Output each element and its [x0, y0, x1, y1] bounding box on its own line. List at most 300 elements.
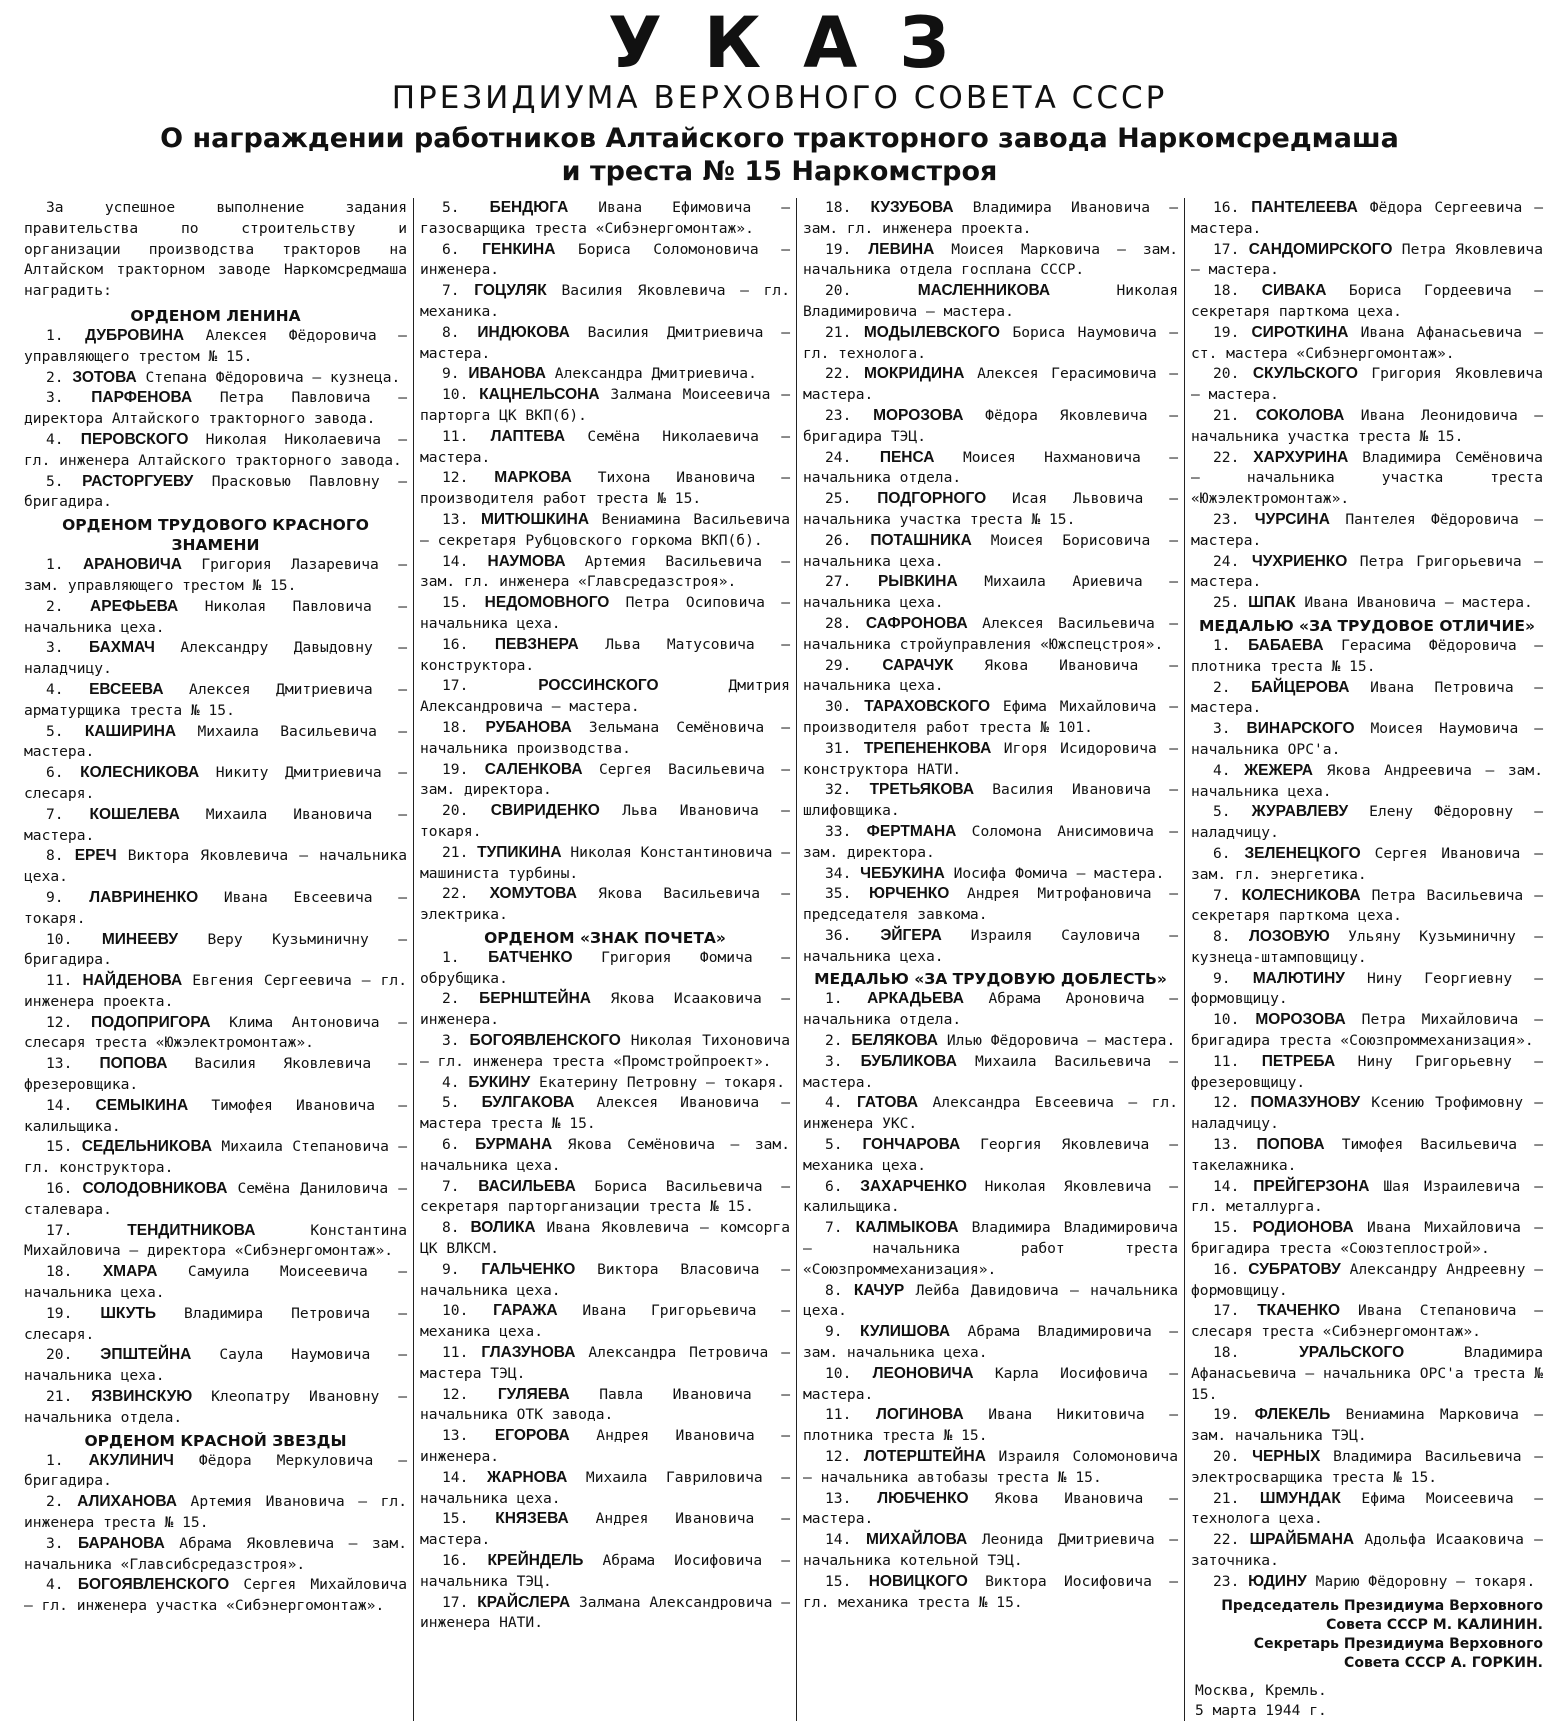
entry-details: Израиля Соломоновича — начальника автобазы треста № 15. — [803, 1448, 1178, 1486]
entry-details: Клеопатру Ивановну — начальника отдела. — [24, 1388, 407, 1426]
entry-details: Нину Георгиевну — формовщицу. — [1191, 969, 1543, 1008]
award-entry — [420, 385, 790, 427]
entry-details: Михаила Гавриловича — начальника цеха. — [420, 1468, 790, 1507]
entry-surname: БУЛГАКОВА — [481, 1094, 575, 1112]
entry-number: 34. — [825, 864, 852, 882]
entry-details: Прасковью Павловну — бригадира. — [24, 472, 407, 511]
entry-details: Моисея Наумовича — начальника ОРС'а. — [1191, 720, 1543, 758]
award-entry — [420, 198, 790, 240]
entry-details: Василия Ивановича — шлифовщика. — [803, 781, 1179, 820]
entry-surname: КАЧУР — [853, 1281, 905, 1299]
award-entry — [803, 1281, 1178, 1323]
entry-number: 8. — [442, 1219, 460, 1237]
entry-number: 12. — [442, 469, 469, 487]
entry-surname: ПОТАШНИКА — [870, 531, 972, 549]
entry-details: Бориса Соломоновича — инженера. — [420, 240, 790, 279]
entry-surname: ПЕНСА — [879, 448, 935, 466]
entry-surname: ЛОТЕРШТЕЙНА — [863, 1448, 986, 1466]
entry-surname: ЕРЕЧ — [74, 847, 117, 865]
entry-surname: НАЙДЕНОВА — [82, 972, 183, 990]
entry-number: 9. — [442, 1260, 460, 1278]
award-entry — [803, 739, 1178, 781]
entry-surname: КУЗУБОВА — [870, 199, 954, 216]
entry-details: Владимира Афанасьевича — начальника ОРС'а треста № 15. — [1191, 1344, 1543, 1403]
award-entry — [24, 597, 407, 639]
entry-surname: АРАНОВИЧА — [82, 556, 182, 574]
entry-surname: БЕЛЯКОВА — [851, 1032, 939, 1050]
page-title: УКАЗ — [607, 2, 992, 84]
entry-details: Сергея Васильевича — зам. директора. — [420, 760, 790, 799]
entry-surname: КАЛМЫКОВА — [855, 1219, 959, 1237]
entry-details: Ивана Степановича — слесаря треста «Сибэнергомонтаж». — [1191, 1302, 1543, 1341]
entry-surname: ВАСИЛЬЕВА — [478, 1177, 576, 1195]
award-entry — [803, 1530, 1178, 1572]
entry-surname: БОГОЯВЛЕНСКОГО — [77, 1576, 230, 1594]
signature-block — [1191, 1597, 1543, 1673]
award-entry — [24, 638, 407, 680]
entry-number: 18. — [1213, 282, 1240, 300]
entry-details: Николая Константиновича — машиниста турбины. — [420, 843, 790, 882]
entry-number: 16. — [1213, 1260, 1240, 1278]
award-entry — [420, 1031, 790, 1073]
entry-number: 11. — [825, 1406, 852, 1424]
entry-details: Артемия Ивановича — гл. инженера треста № 15. — [24, 1493, 407, 1532]
entry-surname: ХМАРА — [102, 1263, 158, 1281]
entry-surname: ЭПШТЕЙНА — [100, 1346, 192, 1364]
award-entry — [803, 1364, 1178, 1406]
entry-number: 16. — [442, 1552, 469, 1569]
award-entry — [420, 323, 790, 365]
entry-surname: БАТЧЕНКО — [488, 948, 573, 966]
entry-number: 24. — [825, 448, 852, 466]
entry-number: 29. — [825, 656, 852, 674]
award-entry — [24, 930, 407, 972]
entry-number: 3. — [46, 639, 64, 657]
entry-number: 26. — [825, 531, 852, 549]
section-red-star — [24, 1431, 407, 1617]
award-entry — [1191, 406, 1543, 448]
entry-number: 33. — [825, 822, 852, 840]
award-entry — [803, 1572, 1178, 1614]
entry-number: 8. — [1213, 928, 1231, 946]
entry-number: 5. — [442, 1094, 460, 1112]
entry-number: 3. — [46, 389, 64, 407]
award-entry — [1191, 1093, 1543, 1135]
entry-number: 5. — [46, 722, 64, 740]
entry-number: 28. — [825, 614, 852, 632]
entry-details: Якова Андреевича — зам. начальника цеха. — [1191, 761, 1543, 800]
entry-number: 19. — [442, 760, 469, 778]
entry-number: 20. — [46, 1346, 73, 1364]
entry-details: Виктора Иосифовича — гл. механика треста № 15. — [803, 1572, 1178, 1611]
entry-surname: ТРЕПЕНЕНКОВА — [863, 739, 992, 757]
entry-number: 1. — [46, 556, 64, 574]
award-entry — [420, 1073, 790, 1094]
entry-surname: МОРОЗОВА — [1255, 1011, 1346, 1029]
entry-number: 18. — [1213, 1344, 1240, 1362]
entry-details: Владимира Семёновича — начальника участка треста «Южэлектромонтаж». — [1191, 448, 1543, 508]
entry-number: 6. — [442, 1136, 460, 1154]
entry-details: Саула Наумовича — начальника цеха. — [24, 1346, 407, 1385]
entry-surname: АРКАДЬЕВА — [867, 990, 964, 1008]
award-entry — [1191, 1218, 1543, 1260]
section-labour-valour — [803, 969, 1178, 1613]
entry-details: Ивана Евсеевича — токаря. — [24, 888, 407, 927]
award-entry — [1191, 1572, 1543, 1593]
entry-details: Льва Ивановича — токаря. — [420, 802, 790, 840]
entry-number: 22. — [1213, 448, 1240, 466]
entry-surname: МИТЮШКИНА — [480, 510, 590, 528]
entry-number: 35. — [825, 885, 852, 903]
entry-surname: ТУПИКИНА — [477, 843, 562, 861]
entry-surname: ЧУРСИНА — [1254, 510, 1330, 528]
entry-surname: ЛОЗОВУЮ — [1248, 928, 1330, 946]
entry-number: 17. — [1213, 1302, 1240, 1320]
award-entry — [420, 1551, 790, 1593]
award-entry — [420, 364, 790, 385]
entry-details: Самуила Моисеевича — начальника цеха. — [24, 1263, 407, 1302]
entry-surname: НЕДОМОВНОГО — [484, 594, 610, 612]
entry-number: 14. — [46, 1096, 73, 1114]
entry-surname: ПЕРОВСКОГО — [80, 430, 189, 448]
entry-details: Исая Львовича — начальника участка треста № 15. — [803, 490, 1178, 528]
award-entry — [420, 1509, 790, 1551]
entry-details: Якова Ивановича — начальника цеха. — [803, 656, 1178, 695]
entry-surname: ГОНЧАРОВА — [862, 1136, 961, 1154]
entry-details: Игоря Исидоровича — конструктора НАТИ. — [803, 739, 1178, 778]
entry-details: Георгия Яковлевича — механика цеха. — [803, 1136, 1178, 1174]
entry-details: Евгения Сергеевича — гл. инженера проекта. — [24, 972, 407, 1010]
award-entry — [420, 427, 790, 469]
award-entry — [24, 1575, 407, 1617]
entry-surname: СИРОТКИНА — [1251, 323, 1349, 341]
award-entry — [803, 1177, 1178, 1219]
award-entry — [1191, 678, 1543, 720]
entry-surname: САФРОНОВА — [865, 614, 968, 632]
award-entry — [420, 843, 790, 885]
entry-number: 5. — [1213, 803, 1231, 821]
entry-details: Андрея Митрофановича — председателя завкома. — [803, 885, 1179, 924]
entry-number: 4. — [825, 1094, 843, 1112]
entry-surname: ЖЕЖЕРА — [1244, 761, 1314, 779]
entry-surname: АРЕФЬЕВА — [90, 597, 179, 615]
award-entry — [420, 718, 790, 760]
entry-number: 14. — [825, 1531, 852, 1549]
entry-details: Алексея Герасимовича — мастера. — [803, 365, 1178, 404]
entry-surname: ТКАЧЕНКО — [1257, 1302, 1341, 1320]
entry-surname: СОКОЛОВА — [1255, 406, 1345, 424]
entry-surname: ГЕНКИНА — [482, 240, 556, 258]
award-entry — [24, 1262, 407, 1304]
award-entry — [803, 406, 1178, 448]
entry-number: 12. — [825, 1448, 852, 1466]
entry-details: Михаила Степановича — гл. конструктора. — [24, 1138, 407, 1177]
award-entry — [1191, 281, 1543, 323]
award-entry — [803, 864, 1178, 885]
entry-details: Ивана Ивановича — мастера. — [1304, 594, 1533, 612]
entry-number: 16. — [1213, 199, 1240, 216]
entry-surname: САНДОМИРСКОГО — [1248, 240, 1393, 258]
entry-details: Семёна Николаевича — мастера. — [420, 427, 790, 466]
entry-surname: СИВАКА — [1261, 282, 1327, 300]
award-entry — [24, 1345, 407, 1387]
entry-surname: БУБЛИКОВА — [860, 1052, 957, 1070]
award-entry — [24, 430, 407, 472]
award-entry — [420, 676, 790, 718]
award-entry — [1191, 1343, 1543, 1405]
award-entry — [24, 1013, 407, 1055]
entry-details: Андрея Ивановича — мастера. — [420, 1510, 791, 1549]
entry-details: Александра Петровича — мастера ТЭЦ. — [420, 1344, 790, 1382]
award-entry — [420, 468, 790, 510]
entry-surname: ЛЕОНОВИЧА — [872, 1364, 974, 1382]
award-entry — [24, 888, 407, 930]
entry-number: 7. — [46, 805, 64, 823]
entry-details: Алексея Васильевича — начальника стройуправления «Южспецстроя». — [803, 614, 1178, 653]
entry-surname: ПЕВЗНЕРА — [494, 635, 579, 653]
entry-surname: САЛЕНКОВА — [484, 760, 583, 778]
entry-number: 6. — [442, 240, 460, 258]
entry-details: Петра Осиповича — начальника цеха. — [420, 594, 790, 632]
entry-details: Виктора Власовича — начальника цеха. — [420, 1260, 790, 1299]
entry-surname: СКУЛЬСКОГО — [1252, 365, 1358, 383]
award-entry — [803, 281, 1178, 323]
entry-number: 21. — [825, 323, 852, 341]
award-entry — [1191, 886, 1543, 928]
award-entry — [1191, 761, 1543, 803]
entry-number: 10. — [442, 1302, 469, 1320]
entry-number: 19. — [1213, 323, 1240, 341]
award-entry — [24, 472, 407, 514]
entry-surname: ШМУНДАК — [1259, 1489, 1341, 1507]
entry-number: 21. — [442, 843, 469, 861]
entry-surname: ПОПОВА — [99, 1055, 168, 1073]
award-entry — [803, 780, 1178, 822]
entry-surname: БЕРНШТЕЙНА — [479, 990, 591, 1008]
entry-details: Герасима Фёдоровича — плотника треста № 15. — [1191, 636, 1544, 675]
entry-number: 2. — [442, 990, 460, 1008]
entry-details: Бориса Наумовича — гл. технолога. — [803, 323, 1179, 362]
entry-surname: ЮДИНУ — [1248, 1572, 1307, 1590]
entry-details: Тихона Ивановича — производителя работ треста № 15. — [420, 469, 790, 508]
award-entry — [24, 680, 407, 722]
entry-details: Петра Михайловича — бригадира треста «Союзпроммеханизация». — [1191, 1011, 1543, 1050]
award-entry — [1191, 1135, 1543, 1177]
entry-number: 7. — [1213, 886, 1231, 904]
entry-surname: БУКИНУ — [468, 1073, 531, 1091]
award-entry — [1191, 552, 1543, 594]
signature-line: Совета СССР М. КАЛИНИН. — [1326, 1616, 1543, 1633]
entry-surname: ЯЗВИНСКУЮ — [91, 1388, 193, 1406]
entry-details: Лейба Давидовича — начальника цеха. — [803, 1281, 1178, 1320]
entry-surname: СУБРАТОВУ — [1248, 1260, 1341, 1278]
entry-details: Ивана Никитовича — плотника треста № 15. — [803, 1406, 1178, 1445]
entry-details: Ульяну Кузьминичну — кузнеца-штамповщицу. — [1191, 928, 1543, 966]
entry-details: Ефима Михайловича — производителя работ треста № 101. — [803, 698, 1179, 736]
entry-details: Ивана Петровича — мастера. — [1191, 678, 1543, 717]
entry-surname: ГАРАЖА — [493, 1302, 558, 1320]
entry-details: Ивана Михайловича — бригадира треста «Союзтеплострой». — [1191, 1219, 1543, 1258]
award-entry — [803, 822, 1178, 864]
award-entry — [803, 531, 1178, 573]
entry-surname: РУБАНОВА — [485, 718, 572, 736]
entry-surname: РОДИОНОВА — [1252, 1219, 1354, 1237]
entry-number: 15. — [442, 594, 469, 612]
entry-number: 10. — [442, 386, 469, 404]
award-entry — [420, 1177, 790, 1219]
entry-number: 9. — [442, 365, 460, 383]
entry-surname: ЧЕРНЫХ — [1252, 1448, 1321, 1466]
entry-surname: БАРАНОВА — [78, 1534, 165, 1552]
entry-number: 2. — [46, 368, 64, 386]
entry-number: 13. — [825, 1489, 852, 1507]
entry-details: Илью Фёдоровича — мастера. — [946, 1032, 1176, 1050]
award-entry — [803, 1489, 1178, 1531]
entry-details: Степана Фёдоровича — кузнеца. — [145, 368, 401, 386]
award-entry — [24, 1221, 407, 1263]
entry-surname: МАЛЮТИНУ — [1252, 969, 1345, 987]
section-lenin — [24, 306, 407, 513]
entry-surname: ФЛЕКЕЛЬ — [1254, 1406, 1331, 1424]
entry-details: Владимира Ивановича — зам. гл. инженера проекта. — [803, 199, 1178, 237]
entry-number: 11. — [442, 1344, 469, 1362]
entry-number: 17. — [46, 1221, 73, 1239]
intro-paragraph: За успешное выполнение задания правительства по строительству и организации производства тракторов на Алтайском тракторном заводе Наркомсредмаша наградить: — [24, 199, 407, 300]
entry-number: 20. — [825, 282, 852, 300]
entry-number: 8. — [825, 1281, 843, 1299]
award-entry — [803, 989, 1178, 1031]
entry-number: 15. — [442, 1510, 469, 1528]
entry-surname: РОССИНСКОГО — [538, 677, 659, 695]
award-entry — [1191, 927, 1543, 969]
entry-number: 20. — [1213, 1448, 1240, 1466]
award-entry — [420, 1385, 790, 1427]
award-entry — [420, 510, 790, 552]
award-entry — [803, 1135, 1178, 1177]
entry-number: 7. — [442, 1177, 460, 1195]
entry-number: 19. — [1213, 1406, 1240, 1424]
award-entry — [1191, 323, 1543, 365]
entry-number: 21. — [1213, 406, 1240, 424]
entry-details: Василия Яковлевича — гл. механика. — [420, 282, 790, 320]
award-entry — [803, 614, 1178, 656]
entry-surname: ЕГОРОВА — [494, 1427, 570, 1445]
entry-details: Фёдора Яковлевича — бригадира ТЭЦ. — [803, 406, 1178, 445]
entry-details: Ивана Леонидовича — начальника участка треста № 15. — [1191, 406, 1543, 445]
entry-number: 13. — [442, 510, 469, 528]
entry-surname: КРАЙСЛЕРА — [477, 1593, 571, 1611]
entry-details: Александра Дмитриевича. — [554, 365, 757, 383]
entry-surname: ПРЕЙГЕРЗОНА — [1253, 1177, 1370, 1195]
award-entry — [803, 1218, 1178, 1280]
award-entry — [24, 555, 407, 597]
entry-details: Алексея Ивановича — мастера треста № 15. — [420, 1094, 790, 1133]
award-entry — [803, 198, 1178, 240]
entry-surname: ЕВСЕЕВА — [89, 680, 164, 698]
entry-details: Леонида Дмитриевича — начальника котельной ТЭЦ. — [803, 1531, 1178, 1569]
signature-line: Секретарь Президиума Верховного — [1253, 1635, 1543, 1652]
entry-details: Пантелея Фёдоровича — мастера. — [1191, 510, 1543, 549]
page-subtitle: ПРЕЗИДИУМА ВЕРХОВНОГО СОВЕТА СССР — [391, 80, 1168, 116]
entry-details: Бориса Гордеевича — секретаря парткома цеха. — [1191, 282, 1543, 320]
entry-details: Александру Андреевну — формовщицу. — [1191, 1260, 1543, 1299]
entry-surname: ТРЕТЬЯКОВА — [869, 781, 975, 799]
entry-surname: КОЛЕСНИКОВА — [1241, 886, 1361, 904]
section-badge-of-honour — [420, 928, 790, 1634]
entry-number: 11. — [1213, 1052, 1240, 1070]
entry-details: Ивана Афанасьевича — ст. мастера «Сибэнергомонтаж». — [1191, 323, 1543, 362]
entry-number: 13. — [1213, 1136, 1240, 1154]
entry-number: 21. — [46, 1388, 73, 1406]
entry-details: Дмитрия Александровича — мастера. — [420, 677, 790, 716]
entry-number: 15. — [46, 1138, 73, 1156]
entry-details: Александру Давыдовну — наладчицу. — [24, 639, 407, 678]
award-entry — [1191, 1177, 1543, 1219]
entry-details: Вениамина Марковича — зам. начальника ТЭЦ. — [1191, 1406, 1544, 1445]
entry-surname: ТАРАХОВСКОГО — [864, 698, 991, 716]
entry-details: Вениамина Васильевича — секретаря Рубцовского горкома ВКП(б). — [420, 510, 790, 549]
award-entry — [420, 635, 790, 677]
entry-surname: НАУМОВА — [487, 552, 566, 570]
entry-surname: ЧЕБУКИНА — [860, 864, 945, 882]
entry-number: 32. — [825, 781, 852, 799]
entry-number: 5. — [46, 472, 64, 490]
entry-surname: РАСТОРГУЕВУ — [82, 472, 194, 490]
entry-number: 1. — [46, 1451, 64, 1469]
entry-surname: ЗОТОВА — [72, 368, 137, 386]
award-entry — [420, 552, 790, 594]
entry-number: 31. — [825, 739, 852, 757]
entry-surname: КОЛЕСНИКОВА — [80, 764, 200, 782]
award-entry — [1191, 240, 1543, 282]
entry-number: 3. — [442, 1032, 460, 1050]
entry-surname: АЛИХАНОВА — [77, 1493, 177, 1511]
award-entry — [24, 1096, 407, 1138]
entry-surname: СЕМЫКИНА — [95, 1096, 189, 1114]
entry-surname: МАРКОВА — [494, 469, 572, 487]
entry-details: Алексея Фёдоровича — управляющего трестом № 15. — [24, 326, 407, 365]
section-heading: МЕДАЛЬЮ «ЗА ТРУДОВОЕ ОТЛИЧИЕ» — [1198, 616, 1536, 635]
entry-details: Григория Фомича — обрубщика. — [420, 948, 790, 987]
entry-number: 6. — [46, 764, 64, 782]
entry-number: 11. — [46, 972, 73, 990]
entry-surname: ЮРЧЕНКО — [869, 885, 950, 903]
entry-details: Абрама Владимировича — зам. начальника цеха. — [803, 1323, 1179, 1362]
entry-details: Андрея Ивановича — инженера. — [420, 1427, 790, 1466]
award-entry — [24, 1534, 407, 1576]
award-entry — [1191, 719, 1543, 761]
column-3 — [796, 198, 1184, 1721]
award-entry — [1191, 1405, 1543, 1447]
entry-details: Адольфа Исааковича — заточника. — [1191, 1531, 1543, 1569]
entry-number: 4. — [442, 1073, 460, 1091]
entry-details: Николая Яковлевича — калильщика. — [803, 1177, 1178, 1216]
entry-number: 8. — [46, 847, 64, 865]
entry-details: Николая Николаевича — гл. инженера Алтайского тракторного завода. — [24, 430, 407, 469]
entry-number: 9. — [46, 888, 64, 906]
entry-number: 14. — [1213, 1177, 1240, 1195]
entry-details: Елену Фёдоровну — наладчицу. — [1191, 803, 1543, 842]
masthead — [18, 2, 1541, 188]
award-entry — [803, 926, 1178, 968]
award-entry — [803, 364, 1178, 406]
award-entry — [803, 1052, 1178, 1094]
award-entry — [803, 572, 1178, 614]
entry-number: 15. — [1213, 1219, 1240, 1237]
award-entry — [803, 489, 1178, 531]
entry-surname: РЫВКИНА — [877, 573, 958, 591]
entry-number: 4. — [46, 430, 64, 448]
